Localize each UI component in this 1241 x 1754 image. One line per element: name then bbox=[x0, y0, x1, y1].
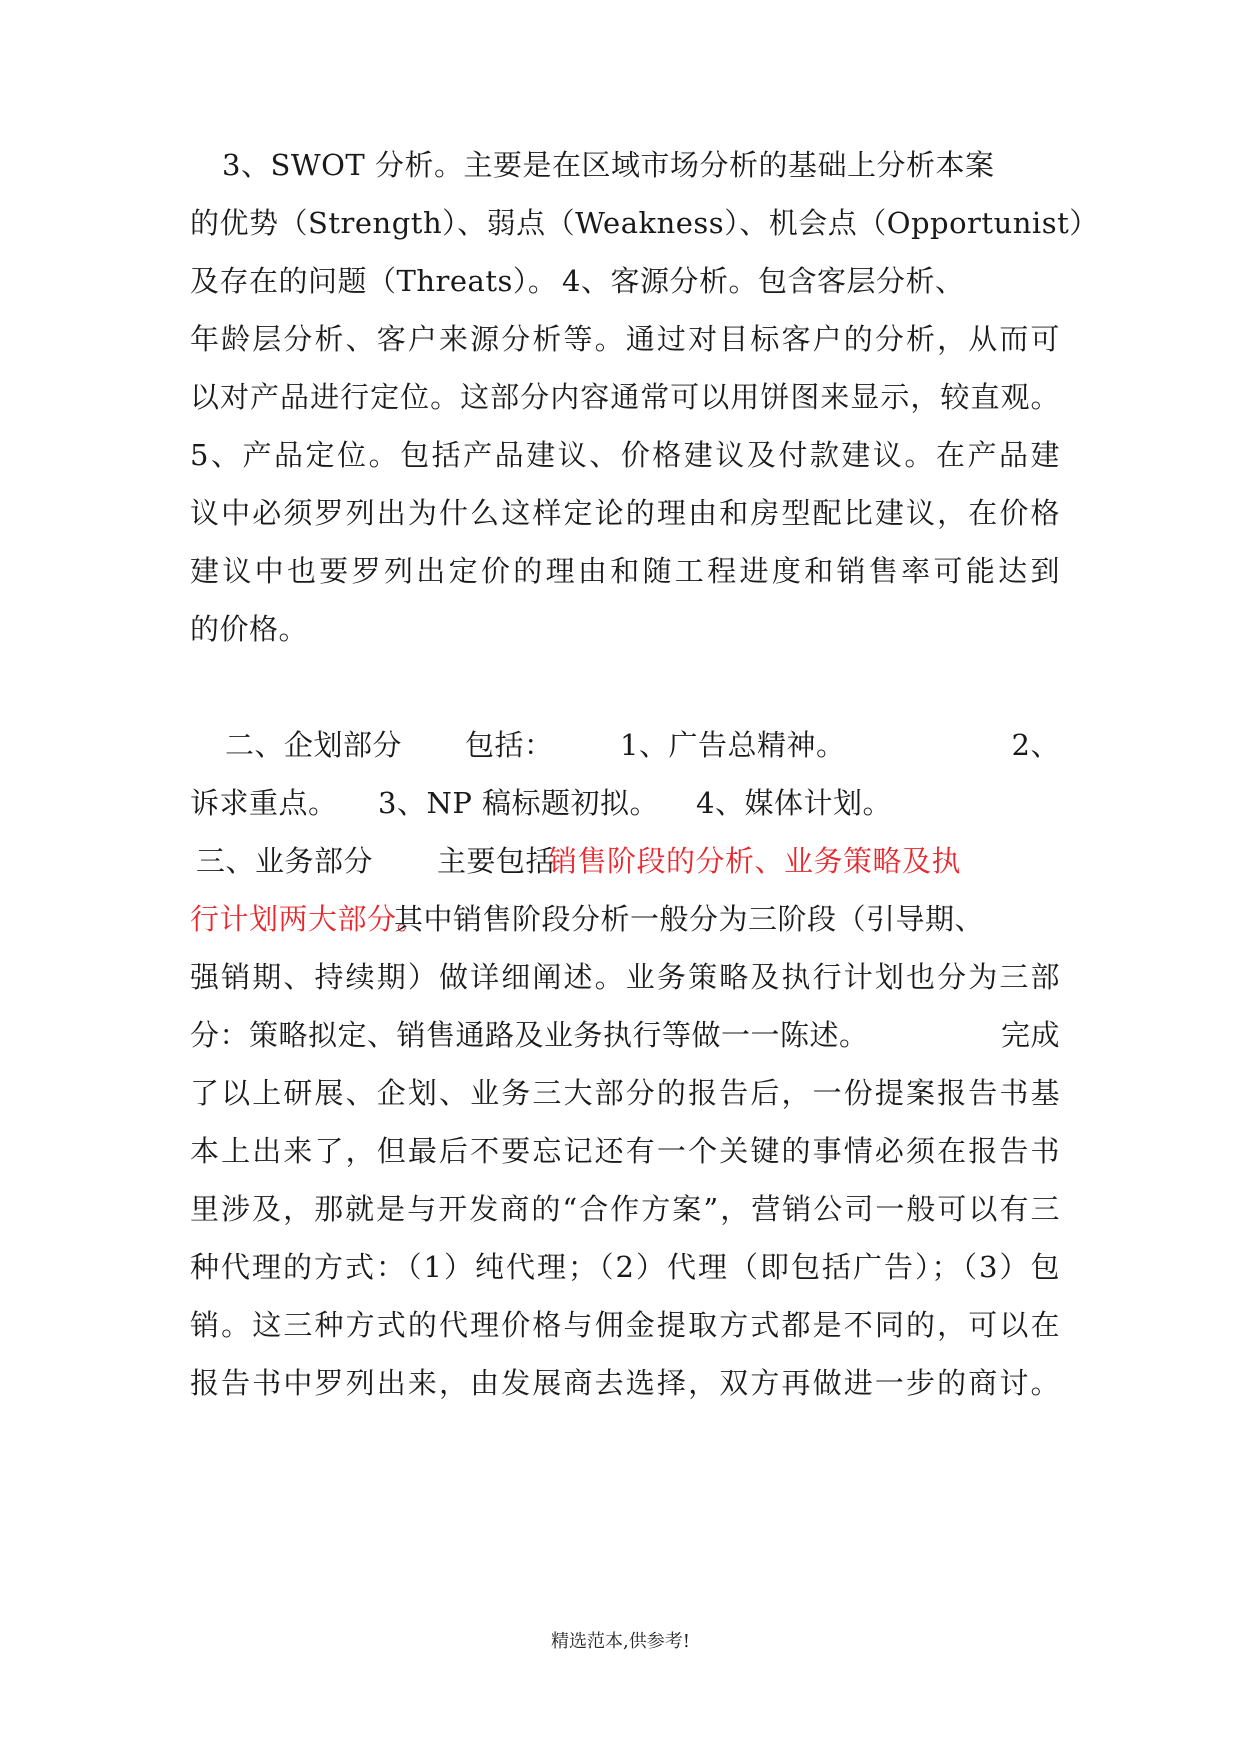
text-line: 以对产品进行定位。这部分内容通常可以用饼图来显示，较直观。 bbox=[190, 380, 1060, 414]
section-heading: 二、企划部分 bbox=[225, 728, 403, 762]
text-line: 强销期、持续期）做详细阐述。业务策略及执行计划也分为三部 bbox=[190, 960, 1060, 994]
text-line: 5、产品定位。包括产品建议、价格建议及付款建议。在产品建 bbox=[190, 438, 1060, 472]
page-footer: 精选范本,供参考! bbox=[551, 1631, 690, 1652]
text-line: 年龄层分析、客户来源分析等。通过对目标客户的分析，从而可 bbox=[190, 322, 1060, 356]
text-line: 的优势（Strength）、弱点（Weakness）、机会点（Opportunist） bbox=[190, 206, 1099, 240]
text-line: 分：策略拟定、销售通路及业务执行等做一一陈述。 bbox=[190, 1018, 869, 1052]
text-fragment: 包括： bbox=[465, 728, 554, 762]
text-line: 建议中也要罗列出定价的理由和随工程进度和销售率可能达到 bbox=[190, 554, 1060, 588]
text-line: 里涉及，那就是与开发商的“合作方案”，营销公司一般可以有三 bbox=[190, 1192, 1060, 1226]
list-item: 1、广告总精神。 bbox=[620, 728, 846, 762]
text-line: 的价格。 bbox=[190, 612, 309, 646]
text-fragment: 其中销售阶段分析一般分为三阶段（引导期、 bbox=[394, 902, 985, 936]
list-item-number: 2、 bbox=[1011, 728, 1060, 762]
text-line: 及存在的问题（Threats）。 bbox=[190, 264, 558, 298]
text-line: 本上出来了，但最后不要忘记还有一个关键的事情必须在报告书 bbox=[190, 1134, 1060, 1168]
text-line: 销。这三种方式的代理价格与佣金提取方式都是不同的，可以在 bbox=[190, 1308, 1060, 1342]
text-line: 种代理的方式：（1）纯代理；（2）代理（即包括广告）；（3）包 bbox=[190, 1250, 1060, 1284]
text-fragment: 主要包括 bbox=[437, 844, 556, 878]
list-item: 3、NP 稿标题初拟。 bbox=[378, 786, 660, 820]
section-heading: 三、业务部分 bbox=[196, 844, 374, 878]
text-line: 4、客源分析。包含客层分析、 bbox=[562, 264, 965, 298]
highlight-text: 行计划两大部分。 bbox=[190, 902, 427, 936]
list-item: 4、媒体计划。 bbox=[696, 786, 892, 820]
text-fragment: 完成 bbox=[1000, 1018, 1060, 1052]
text-line: 3、SWOT 分析。主要是在区域市场分析的基础上分析本案 bbox=[222, 148, 995, 182]
highlight-text: 销售阶段的分析、业务策略及执 bbox=[548, 844, 962, 878]
text-line: 议中必须罗列出为什么这样定论的理由和房型配比建议，在价格 bbox=[190, 496, 1060, 530]
list-item: 诉求重点。 bbox=[190, 786, 338, 820]
text-line: 报告书中罗列出来，由发展商去选择，双方再做进一步的商讨。 bbox=[190, 1366, 1060, 1400]
text-line: 了以上研展、企划、业务三大部分的报告后，一份提案报告书基 bbox=[190, 1076, 1060, 1110]
